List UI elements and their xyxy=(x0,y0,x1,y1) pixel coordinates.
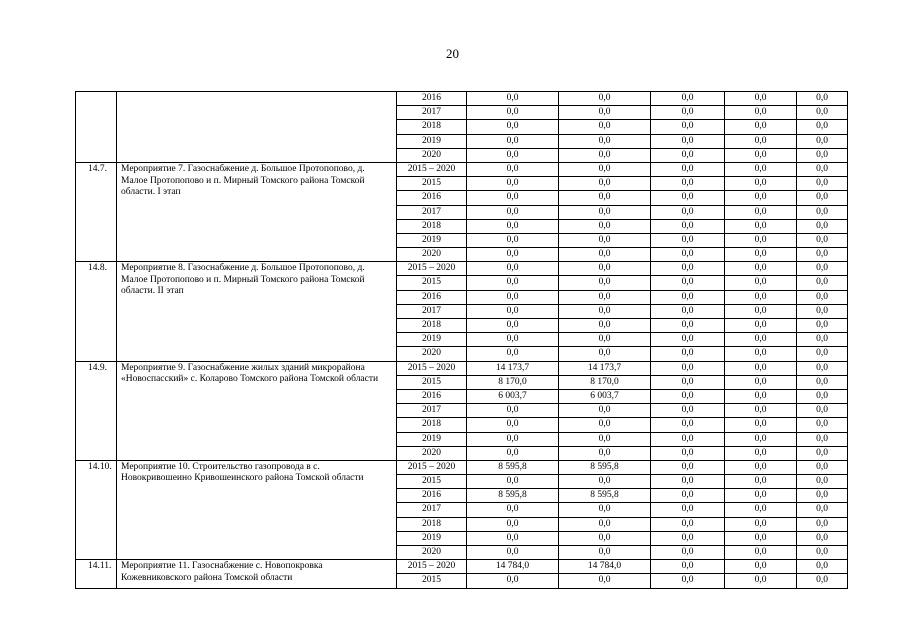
value-cell: 0,0 xyxy=(797,460,848,474)
value-cell: 0,0 xyxy=(651,574,725,588)
year-cell: 2017 xyxy=(397,404,467,418)
value-cell: 0,0 xyxy=(651,205,725,219)
value-cell: 0,0 xyxy=(467,304,559,318)
year-cell: 2018 xyxy=(397,517,467,531)
value-cell: 0,0 xyxy=(559,446,651,460)
value-cell: 0,0 xyxy=(651,219,725,233)
value-cell: 0,0 xyxy=(559,177,651,191)
value-cell: 0,0 xyxy=(559,531,651,545)
value-cell: 0,0 xyxy=(559,148,651,162)
value-cell: 8 595,8 xyxy=(467,489,559,503)
item-number: 14.10. xyxy=(76,460,117,559)
value-cell: 0,0 xyxy=(651,262,725,276)
item-number xyxy=(76,92,117,163)
value-cell: 0,0 xyxy=(725,375,797,389)
year-cell: 2015 xyxy=(397,475,467,489)
year-cell: 2016 xyxy=(397,92,467,106)
value-cell: 6 003,7 xyxy=(467,389,559,403)
value-cell: 0,0 xyxy=(559,475,651,489)
value-cell: 0,0 xyxy=(559,219,651,233)
value-cell: 0,0 xyxy=(467,205,559,219)
year-cell: 2015 – 2020 xyxy=(397,460,467,474)
item-name: Мероприятие 8. Газоснабжение д. Большое Протопопово, д. Малое Протопопово и п. Мирный Томского района Томской области. II этап xyxy=(117,262,397,361)
value-cell: 0,0 xyxy=(725,319,797,333)
value-cell: 0,0 xyxy=(651,276,725,290)
year-cell: 2018 xyxy=(397,319,467,333)
table-row xyxy=(76,560,848,574)
value-cell: 0,0 xyxy=(797,574,848,588)
value-cell: 0,0 xyxy=(559,319,651,333)
value-cell: 0,0 xyxy=(467,546,559,560)
table-row xyxy=(76,361,848,375)
item-number: 14.9. xyxy=(76,361,117,460)
value-cell: 0,0 xyxy=(651,191,725,205)
value-cell: 0,0 xyxy=(467,333,559,347)
value-cell: 0,0 xyxy=(651,432,725,446)
year-cell: 2020 xyxy=(397,446,467,460)
value-cell: 0,0 xyxy=(559,191,651,205)
funding-table xyxy=(75,91,848,589)
value-cell: 0,0 xyxy=(467,262,559,276)
value-cell: 0,0 xyxy=(651,375,725,389)
value-cell: 0,0 xyxy=(797,418,848,432)
year-cell: 2018 xyxy=(397,219,467,233)
value-cell: 0,0 xyxy=(559,347,651,361)
value-cell: 0,0 xyxy=(467,248,559,262)
value-cell: 0,0 xyxy=(725,531,797,545)
value-cell: 0,0 xyxy=(467,404,559,418)
item-name: Мероприятие 11. Газоснабжение с. Новопокровка Кожевниковского района Томской области xyxy=(117,560,397,588)
value-cell: 0,0 xyxy=(725,361,797,375)
value-cell: 0,0 xyxy=(651,148,725,162)
value-cell: 0,0 xyxy=(651,517,725,531)
value-cell: 0,0 xyxy=(797,134,848,148)
year-cell: 2015 xyxy=(397,276,467,290)
value-cell: 0,0 xyxy=(651,233,725,247)
value-cell: 0,0 xyxy=(651,389,725,403)
value-cell: 0,0 xyxy=(467,177,559,191)
value-cell: 0,0 xyxy=(725,134,797,148)
value-cell: 0,0 xyxy=(467,475,559,489)
value-cell: 0,0 xyxy=(651,120,725,134)
year-cell: 2016 xyxy=(397,290,467,304)
value-cell: 0,0 xyxy=(797,276,848,290)
year-cell: 2018 xyxy=(397,418,467,432)
value-cell: 0,0 xyxy=(651,361,725,375)
value-cell: 0,0 xyxy=(467,432,559,446)
item-number: 14.7. xyxy=(76,162,117,261)
value-cell: 14 173,7 xyxy=(559,361,651,375)
item-name: Мероприятие 9. Газоснабжение жилых зданий микрорайона «Новоспасский» с. Коларово Томского района Томской области xyxy=(117,361,397,460)
year-cell: 2015 – 2020 xyxy=(397,262,467,276)
value-cell: 0,0 xyxy=(467,106,559,120)
value-cell: 0,0 xyxy=(467,446,559,460)
table-body xyxy=(76,92,848,589)
value-cell: 0,0 xyxy=(651,304,725,318)
value-cell: 0,0 xyxy=(797,517,848,531)
item-name xyxy=(117,92,397,163)
value-cell: 0,0 xyxy=(559,432,651,446)
value-cell: 0,0 xyxy=(797,205,848,219)
value-cell: 0,0 xyxy=(651,489,725,503)
year-cell: 2020 xyxy=(397,248,467,262)
value-cell: 0,0 xyxy=(797,233,848,247)
value-cell: 0,0 xyxy=(725,460,797,474)
value-cell: 0,0 xyxy=(467,92,559,106)
value-cell: 0,0 xyxy=(725,276,797,290)
value-cell: 0,0 xyxy=(467,347,559,361)
year-cell: 2019 xyxy=(397,432,467,446)
value-cell: 0,0 xyxy=(725,106,797,120)
item-number: 14.11. xyxy=(76,560,117,588)
value-cell: 0,0 xyxy=(559,418,651,432)
value-cell: 0,0 xyxy=(797,191,848,205)
value-cell: 0,0 xyxy=(725,219,797,233)
value-cell: 0,0 xyxy=(725,389,797,403)
item-name: Мероприятие 7. Газоснабжение д. Большое Протопопово, д. Малое Протопопово и п. Мирный Томского района Томской области. I этап xyxy=(117,162,397,261)
year-cell: 2016 xyxy=(397,191,467,205)
value-cell: 0,0 xyxy=(559,134,651,148)
value-cell: 0,0 xyxy=(797,106,848,120)
value-cell: 0,0 xyxy=(797,333,848,347)
value-cell: 0,0 xyxy=(559,248,651,262)
value-cell: 0,0 xyxy=(725,404,797,418)
value-cell: 0,0 xyxy=(651,134,725,148)
value-cell: 0,0 xyxy=(725,333,797,347)
value-cell: 0,0 xyxy=(651,560,725,574)
value-cell: 0,0 xyxy=(651,546,725,560)
value-cell: 0,0 xyxy=(797,531,848,545)
value-cell: 0,0 xyxy=(559,304,651,318)
table-row xyxy=(76,162,848,176)
value-cell: 14 784,0 xyxy=(559,560,651,574)
value-cell: 0,0 xyxy=(797,177,848,191)
value-cell: 0,0 xyxy=(725,560,797,574)
value-cell: 0,0 xyxy=(467,276,559,290)
value-cell: 0,0 xyxy=(651,347,725,361)
value-cell: 0,0 xyxy=(559,517,651,531)
value-cell: 0,0 xyxy=(651,503,725,517)
value-cell: 0,0 xyxy=(559,92,651,106)
value-cell: 14 173,7 xyxy=(467,361,559,375)
value-cell: 0,0 xyxy=(467,191,559,205)
value-cell: 0,0 xyxy=(797,432,848,446)
year-cell: 2020 xyxy=(397,347,467,361)
value-cell: 0,0 xyxy=(467,233,559,247)
year-cell: 2015 – 2020 xyxy=(397,162,467,176)
value-cell: 0,0 xyxy=(725,92,797,106)
year-cell: 2017 xyxy=(397,205,467,219)
value-cell: 0,0 xyxy=(559,503,651,517)
page-number: 20 xyxy=(446,46,459,61)
value-cell: 0,0 xyxy=(725,191,797,205)
value-cell: 0,0 xyxy=(467,531,559,545)
value-cell: 0,0 xyxy=(725,205,797,219)
value-cell: 0,0 xyxy=(559,233,651,247)
item-number: 14.8. xyxy=(76,262,117,361)
value-cell: 0,0 xyxy=(725,162,797,176)
value-cell: 0,0 xyxy=(725,546,797,560)
value-cell: 0,0 xyxy=(797,262,848,276)
value-cell: 0,0 xyxy=(467,517,559,531)
value-cell: 0,0 xyxy=(725,489,797,503)
value-cell: 0,0 xyxy=(725,475,797,489)
value-cell: 0,0 xyxy=(559,262,651,276)
value-cell: 0,0 xyxy=(651,162,725,176)
value-cell: 0,0 xyxy=(797,475,848,489)
value-cell: 0,0 xyxy=(797,148,848,162)
value-cell: 6 003,7 xyxy=(559,389,651,403)
value-cell: 0,0 xyxy=(725,120,797,134)
year-cell: 2015 xyxy=(397,375,467,389)
value-cell: 0,0 xyxy=(559,106,651,120)
value-cell: 0,0 xyxy=(725,177,797,191)
value-cell: 0,0 xyxy=(559,574,651,588)
value-cell: 0,0 xyxy=(559,276,651,290)
value-cell: 0,0 xyxy=(651,92,725,106)
value-cell: 0,0 xyxy=(651,333,725,347)
value-cell: 0,0 xyxy=(467,219,559,233)
value-cell: 0,0 xyxy=(797,248,848,262)
value-cell: 0,0 xyxy=(651,404,725,418)
value-cell: 0,0 xyxy=(725,262,797,276)
value-cell: 0,0 xyxy=(725,148,797,162)
value-cell: 0,0 xyxy=(725,248,797,262)
value-cell: 0,0 xyxy=(797,290,848,304)
year-cell: 2015 – 2020 xyxy=(397,361,467,375)
value-cell: 0,0 xyxy=(797,489,848,503)
table-row xyxy=(76,92,848,106)
value-cell: 0,0 xyxy=(559,205,651,219)
value-cell: 8 170,0 xyxy=(559,375,651,389)
year-cell: 2019 xyxy=(397,233,467,247)
value-cell: 8 595,8 xyxy=(467,460,559,474)
year-cell: 2015 xyxy=(397,574,467,588)
value-cell: 0,0 xyxy=(797,546,848,560)
value-cell: 0,0 xyxy=(797,219,848,233)
table-row xyxy=(76,460,848,474)
value-cell: 0,0 xyxy=(651,177,725,191)
value-cell: 0,0 xyxy=(797,319,848,333)
year-cell: 2019 xyxy=(397,531,467,545)
year-cell: 2016 xyxy=(397,389,467,403)
value-cell: 0,0 xyxy=(467,503,559,517)
year-cell: 2017 xyxy=(397,106,467,120)
value-cell: 0,0 xyxy=(725,503,797,517)
value-cell: 0,0 xyxy=(651,106,725,120)
value-cell: 0,0 xyxy=(559,290,651,304)
value-cell: 0,0 xyxy=(651,418,725,432)
value-cell: 0,0 xyxy=(651,290,725,304)
value-cell: 8 595,8 xyxy=(559,460,651,474)
year-cell: 2018 xyxy=(397,120,467,134)
value-cell: 0,0 xyxy=(467,162,559,176)
value-cell: 0,0 xyxy=(651,319,725,333)
value-cell: 0,0 xyxy=(797,389,848,403)
value-cell: 0,0 xyxy=(467,574,559,588)
value-cell: 0,0 xyxy=(725,517,797,531)
value-cell: 0,0 xyxy=(651,531,725,545)
value-cell: 0,0 xyxy=(797,375,848,389)
year-cell: 2020 xyxy=(397,546,467,560)
year-cell: 2019 xyxy=(397,134,467,148)
value-cell: 0,0 xyxy=(797,162,848,176)
value-cell: 0,0 xyxy=(559,546,651,560)
value-cell: 0,0 xyxy=(725,233,797,247)
year-cell: 2016 xyxy=(397,489,467,503)
value-cell: 0,0 xyxy=(467,319,559,333)
value-cell: 0,0 xyxy=(797,304,848,318)
value-cell: 0,0 xyxy=(467,134,559,148)
value-cell: 0,0 xyxy=(559,404,651,418)
value-cell: 14 784,0 xyxy=(467,560,559,574)
value-cell: 0,0 xyxy=(467,148,559,162)
year-cell: 2015 xyxy=(397,177,467,191)
value-cell: 0,0 xyxy=(559,120,651,134)
value-cell: 0,0 xyxy=(725,290,797,304)
value-cell: 0,0 xyxy=(797,404,848,418)
value-cell: 8 170,0 xyxy=(467,375,559,389)
year-cell: 2015 – 2020 xyxy=(397,560,467,574)
value-cell: 0,0 xyxy=(651,475,725,489)
year-cell: 2017 xyxy=(397,304,467,318)
value-cell: 8 595,8 xyxy=(559,489,651,503)
value-cell: 0,0 xyxy=(467,290,559,304)
year-cell: 2017 xyxy=(397,503,467,517)
value-cell: 0,0 xyxy=(725,304,797,318)
value-cell: 0,0 xyxy=(797,347,848,361)
value-cell: 0,0 xyxy=(559,162,651,176)
value-cell: 0,0 xyxy=(797,92,848,106)
value-cell: 0,0 xyxy=(797,503,848,517)
value-cell: 0,0 xyxy=(725,446,797,460)
value-cell: 0,0 xyxy=(651,446,725,460)
value-cell: 0,0 xyxy=(467,120,559,134)
year-cell: 2019 xyxy=(397,333,467,347)
value-cell: 0,0 xyxy=(725,574,797,588)
value-cell: 0,0 xyxy=(797,120,848,134)
item-name: Мероприятие 10. Строительство газопровода в с. Новокривошеино Кривошеинского района Томской области xyxy=(117,460,397,559)
value-cell: 0,0 xyxy=(797,446,848,460)
table-row xyxy=(76,262,848,276)
value-cell: 0,0 xyxy=(725,347,797,361)
value-cell: 0,0 xyxy=(559,333,651,347)
value-cell: 0,0 xyxy=(797,560,848,574)
value-cell: 0,0 xyxy=(651,248,725,262)
value-cell: 0,0 xyxy=(651,460,725,474)
value-cell: 0,0 xyxy=(467,418,559,432)
value-cell: 0,0 xyxy=(725,432,797,446)
value-cell: 0,0 xyxy=(797,361,848,375)
year-cell: 2020 xyxy=(397,148,467,162)
value-cell: 0,0 xyxy=(725,418,797,432)
